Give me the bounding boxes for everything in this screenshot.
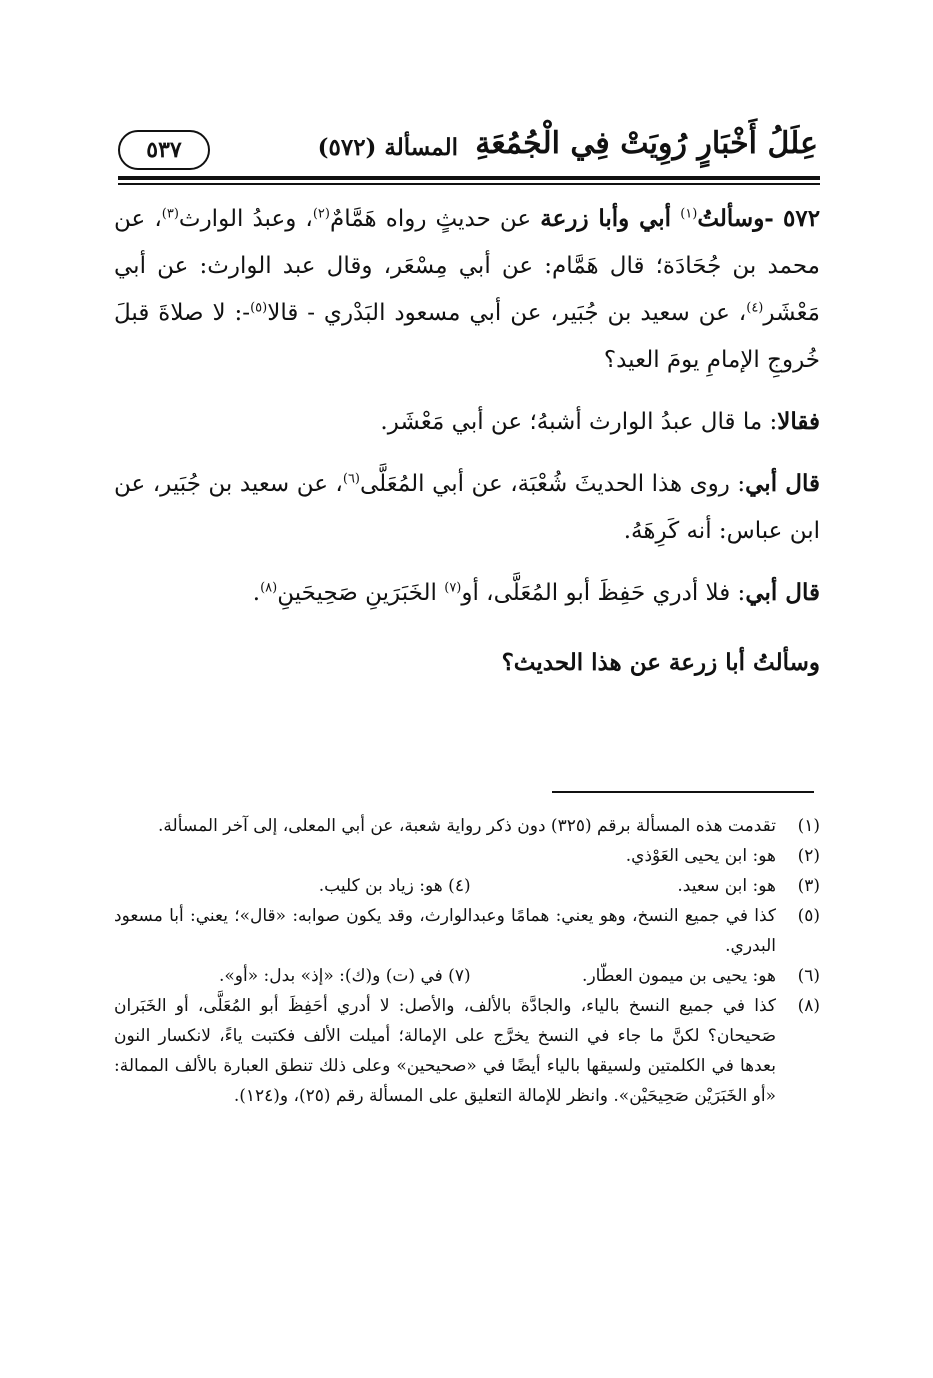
text-run: الخَبَرَينِ صَحِيحَينِ	[277, 580, 445, 606]
footnote-1	[114, 811, 820, 841]
main-text	[114, 195, 820, 700]
text-run: : ما قال عبدُ الوارث أشبهُ؛ عن أبي مَعْشَر.	[380, 409, 778, 435]
text-run: ، وعبدُ الوارث	[178, 206, 313, 232]
footnote-ref: (٧)	[444, 580, 462, 596]
footnote-text-row	[114, 871, 776, 901]
footnote-number: (٨)	[797, 996, 820, 1016]
paragraph-answer	[114, 398, 820, 446]
text-run: -: لا صلاةَ قبلَ خُروجِ الإمامِ يومَ العيد؟	[114, 300, 820, 373]
footnote-ref: (٤)	[746, 300, 764, 316]
paragraph-question-abu-zurah	[114, 639, 820, 686]
paragraph-father-1	[114, 460, 820, 555]
footnote-ref: (١)	[680, 206, 698, 222]
paragraph-question	[114, 195, 820, 384]
lead-word: -وسألتُ	[697, 205, 774, 232]
footnote-number: (٥)	[797, 906, 820, 926]
footnote-text-row	[114, 961, 776, 991]
text-run: : فلا أدري حَفِظَ أبو المُعَلَّى، أو	[461, 580, 746, 606]
lead-word: فقالا	[777, 408, 820, 435]
paragraph-father-2	[114, 569, 820, 617]
text-run: ، عن سعيد بن جُبَير، عن أبي مسعود البَدْري - قالا	[267, 300, 747, 326]
page-number: ٥٣٧	[118, 130, 210, 170]
footnote-5	[114, 901, 820, 961]
text-run: : روى هذا الحديثَ شُعْبَة، عن أبي المُعَلَّى	[360, 471, 746, 497]
footnote-8	[114, 991, 820, 1111]
lead-word: قال أبي	[745, 470, 821, 497]
footnote-text: هو: زياد بن كليب.	[318, 876, 443, 896]
text-run: ، عن سعيد بن جُبَير، عن ابن عباس: أنه كَرِهَهُ.	[114, 471, 820, 544]
header-rule-thick	[118, 176, 820, 180]
footnote-text: تقدمت هذه المسألة برقم (٣٢٥) دون ذكر رواية شعبة، عن أبي المعلى، إلى آخر المسألة.	[158, 816, 776, 836]
footnote-number: (٧)	[448, 966, 471, 986]
book-title: عِلَلُ أَخْبَارٍ رُوِيَتْ فِي الْجُمُعَةِ	[475, 126, 818, 161]
narrator-names: أبي وأبا زرعة	[540, 205, 672, 232]
issue-label: المسألة (٥٧٢)	[317, 134, 458, 161]
page-header	[118, 112, 818, 174]
footnote-text: كذا في جميع النسخ بالياء، والجادَّة بالألف، والأصل: لا أدري أحَفِظَ أبو المُعَلَّى، أو الخَبَران صَحيحان؟ لكنَّ ما جاء في النسخ يخرَّج على الإمالة؛ أميلت الألف فكتبت ياءً، لانكسار النون بعدها في الكلمتين ولسيقها بالياء أيضًا في «صحيحين» وعلى ذلك تنطق العبارة بالألف الممالة: «أو الخَبَرَيْن صَحِيحَيْن». وانظر للإمالة التعليق على المسألة رقم (٢٥)، و(١٢٤).	[114, 996, 776, 1106]
footnote-ref: (٢)	[312, 206, 330, 222]
lead-word: قال أبي	[745, 579, 820, 606]
footnote-number: (٣)	[797, 876, 820, 896]
issue-number: ٥٧٢	[782, 205, 821, 232]
text-run: عن حديثٍ رواه هَمَّامٌ	[329, 206, 532, 232]
footnote-ref: (٣)	[161, 206, 179, 222]
footnote-text: في (ت) و(ك): «إذ» بدل: «أو».	[219, 966, 443, 986]
footnote-text: كذا في جميع النسخ، وهو يعني: همامًا وعبدالوارث، وقد يكون صوابه: «قال»؛ يعني: أبا مسعود البدري.	[114, 906, 776, 956]
text-run: ، عن محمد بن جُحَادَة؛ قال هَمَّام: عن أبي مِسْعَر، وقال عبد الوارث: عن أبي مَعْشَر	[114, 206, 820, 326]
footnotes	[114, 811, 820, 1111]
footnote-text: هو: ابن سعيد.	[677, 876, 776, 896]
footnote-number: (١)	[797, 816, 820, 836]
footnote-text: هو: ابن يحيى العَوْذي.	[625, 846, 776, 866]
footnote-text: هو: يحيى بن ميمون العطّار.	[582, 966, 776, 986]
footnote-ref: (٨)	[260, 580, 278, 596]
footnote-number: (٢)	[797, 846, 820, 866]
footnote-ref: (٥)	[250, 300, 268, 316]
footnote-number: (٤)	[448, 876, 471, 896]
footnote-ref: (٦)	[342, 471, 360, 487]
footnote-6-7	[114, 961, 820, 991]
footnote-3-4	[114, 871, 820, 901]
text-run: .	[252, 580, 261, 606]
text-run: وسألتُ أبا زرعة عن هذا الحديث؟	[501, 649, 820, 676]
footnote-separator	[552, 791, 814, 793]
header-rule-thin	[118, 183, 820, 185]
footnote-number: (٦)	[797, 966, 820, 986]
footnote-2	[114, 841, 820, 871]
